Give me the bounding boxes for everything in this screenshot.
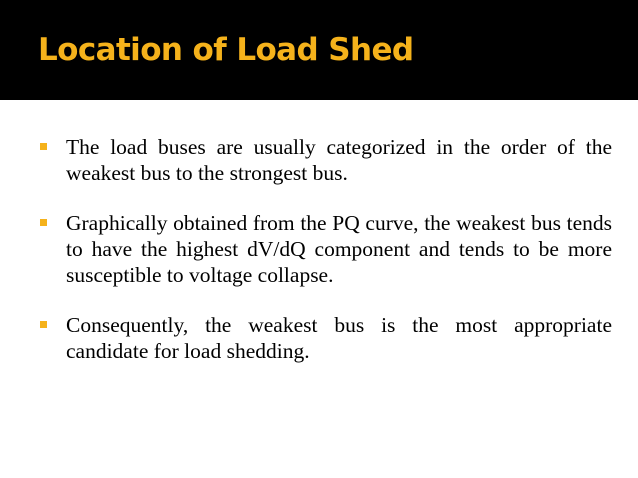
- square-bullet-icon: [40, 143, 47, 150]
- slide-title: Location of Load Shed: [38, 32, 414, 68]
- bullet-item: [40, 210, 612, 288]
- bullet-list: [40, 134, 612, 388]
- bullet-text: Consequently, the weakest bus is the most appropriate candidate for load shedding.: [66, 313, 612, 363]
- square-bullet-icon: [40, 321, 47, 328]
- square-bullet-icon: [40, 219, 47, 226]
- bullet-item: [40, 134, 612, 186]
- bullet-text: The load buses are usually categorized in the order of the weakest bus to the strongest bus.: [66, 135, 612, 185]
- bullet-item: [40, 312, 612, 364]
- title-bar: [0, 0, 638, 100]
- bullet-text: Graphically obtained from the PQ curve, the weakest bus tends to have the highest dV/dQ component and tends to be more susceptible to voltage collapse.: [66, 211, 612, 287]
